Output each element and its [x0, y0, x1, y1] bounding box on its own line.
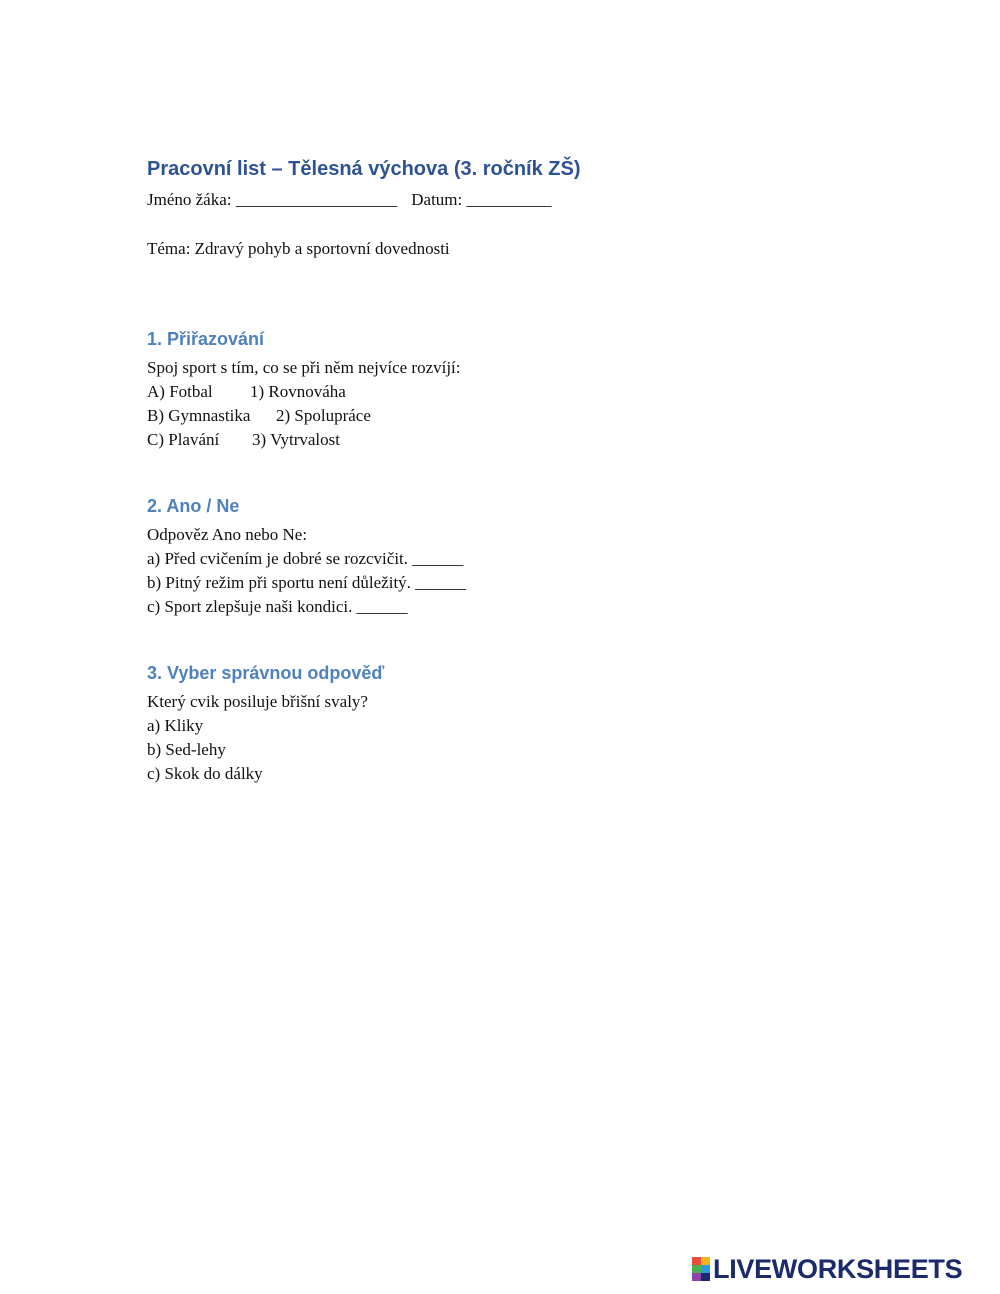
logo-wordmark: LIVEWORKSHEETS: [713, 1254, 963, 1284]
section-1-heading: 1. Přiřazování: [147, 329, 265, 349]
matching-left-item[interactable]: A) Fotbal: [147, 382, 213, 401]
answer-option[interactable]: a) Kliky: [147, 716, 204, 735]
matching-right-item[interactable]: 2) Spolupráce: [276, 406, 371, 425]
matching-right-item[interactable]: 1) Rovnováha: [250, 382, 346, 401]
logo-block-icon: [692, 1273, 701, 1281]
matching-left-item[interactable]: B) Gymnastika: [147, 406, 251, 425]
date-field[interactable]: Datum: __________: [411, 190, 552, 209]
logo-block-icon: [692, 1257, 701, 1265]
section-1-instruction: Spoj sport s tím, co se při něm nejvíce rozvíjí:: [147, 358, 461, 377]
matching-right-item[interactable]: 3) Vytrvalost: [252, 430, 340, 449]
logo-block-icon: [701, 1273, 710, 1281]
answer-option[interactable]: c) Skok do dálky: [147, 764, 263, 783]
answer-option[interactable]: b) Sed-lehy: [147, 740, 226, 759]
section-2-heading: 2. Ano / Ne: [147, 496, 240, 516]
page-title: Pracovní list – Tělesná výchova (3. ročník ZŠ): [147, 158, 581, 180]
logo-block-icon: [692, 1265, 701, 1273]
matching-left-item[interactable]: C) Plavání: [147, 430, 220, 449]
liveworksheets-logo-icon: [692, 1257, 710, 1281]
topic-line: Téma: Zdravý pohyb a sportovní dovednosti: [147, 239, 450, 258]
matching-row: [147, 430, 340, 450]
yes-no-item[interactable]: b) Pitný režim při sportu není důležitý. ______: [147, 573, 467, 592]
logo-block-icon: [701, 1265, 710, 1273]
section-3-question: Který cvik posiluje břišní svaly?: [147, 692, 368, 711]
student-info-line: [147, 190, 552, 210]
section-2-instruction: Odpověz Ano nebo Ne:: [147, 525, 308, 544]
section-3-heading: 3. Vyber správnou odpověď: [147, 663, 385, 683]
yes-no-item[interactable]: a) Před cvičením je dobré se rozcvičit. ______: [147, 549, 464, 568]
logo-block-icon: [701, 1257, 710, 1265]
liveworksheets-logo[interactable]: [692, 1255, 988, 1283]
student-name-field[interactable]: Jméno žáka: ___________________: [147, 190, 398, 209]
matching-row: [147, 382, 346, 402]
matching-row: [147, 406, 371, 426]
yes-no-item[interactable]: c) Sport zlepšuje naši kondici. ______: [147, 597, 408, 616]
